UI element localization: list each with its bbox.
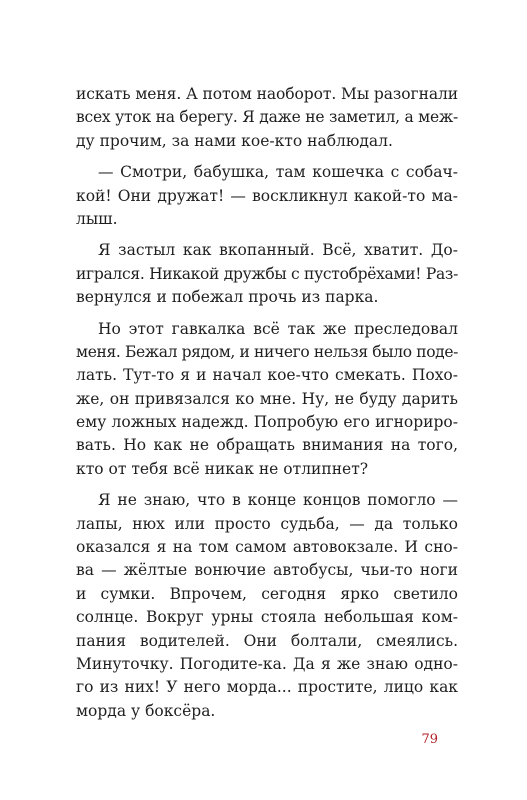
text-line: Я застыл как вкопанный. Всё, хватит. До- — [98, 241, 458, 260]
text-line: всех уток на берегу. Я даже не заметил, а меж- — [76, 108, 458, 127]
text-line: Я не знаю, что в конце концов помогло — — [98, 491, 458, 510]
text-line: ду прочим, за нами кое-кто наблюдал. — [76, 131, 393, 150]
text-line: лапы, нюх или просто судьба, — да только — [76, 514, 458, 533]
paragraph-3 — [76, 239, 458, 309]
page-text — [76, 83, 458, 731]
text-line: искать меня. А потом наоборот. Мы разогнали — [76, 85, 459, 103]
text-line: лыш. — [76, 209, 118, 228]
text-line: же, он привязался ко мне. Ну, не буду дарить — [76, 389, 458, 408]
text-line: Но этот гавкалка всё так же преследовал — [98, 319, 458, 338]
text-line: оказался я на том самом автовокзале. И сно- — [76, 538, 458, 557]
text-line: вать. Но как не обращать внимания на того, — [76, 436, 458, 455]
text-line: ва — жёлтые вонючие автобусы, чьи-то ноги — [76, 561, 458, 580]
paragraph-2 — [76, 161, 458, 231]
paragraph-1 — [76, 83, 458, 153]
text-line: лать. Тут-то я и начал кое-что смекать. Похо- — [76, 366, 458, 385]
text-line: меня. Бежал рядом, и ничего нельзя было поде- — [76, 342, 459, 361]
text-line: пания водителей. Они болтали, смеялись. — [76, 631, 458, 650]
text-line: игрался. Никакой дружбы с пустобрёхами! Раз- — [76, 264, 458, 283]
page-number: 79 — [421, 732, 438, 747]
text-line: ему ложных надежд. Попробую его игнориро- — [76, 413, 458, 432]
text-line: Минуточку. Погодите-ка. Да я же знаю одно- — [76, 654, 458, 673]
text-line: вернулся и побежал прочь из парка. — [76, 288, 379, 307]
text-line: — Смотри, бабушка, там кошечка с собач- — [98, 163, 458, 182]
text-line: кой! Они дружат! — воскликнул какой-то ма- — [76, 186, 458, 205]
text-line: го из них! У него морда... простите, лицо как — [76, 678, 458, 697]
paragraph-4 — [76, 318, 458, 482]
text-line: морда у боксёра. — [76, 701, 216, 720]
paragraph-5 — [76, 489, 458, 723]
text-line: солнце. Вокруг урны стояла небольшая ком- — [76, 608, 458, 627]
text-line: кто от тебя всё никак не отлипнет? — [76, 459, 369, 478]
text-line: и сумки. Впрочем, сегодня ярко светило — [76, 584, 458, 603]
